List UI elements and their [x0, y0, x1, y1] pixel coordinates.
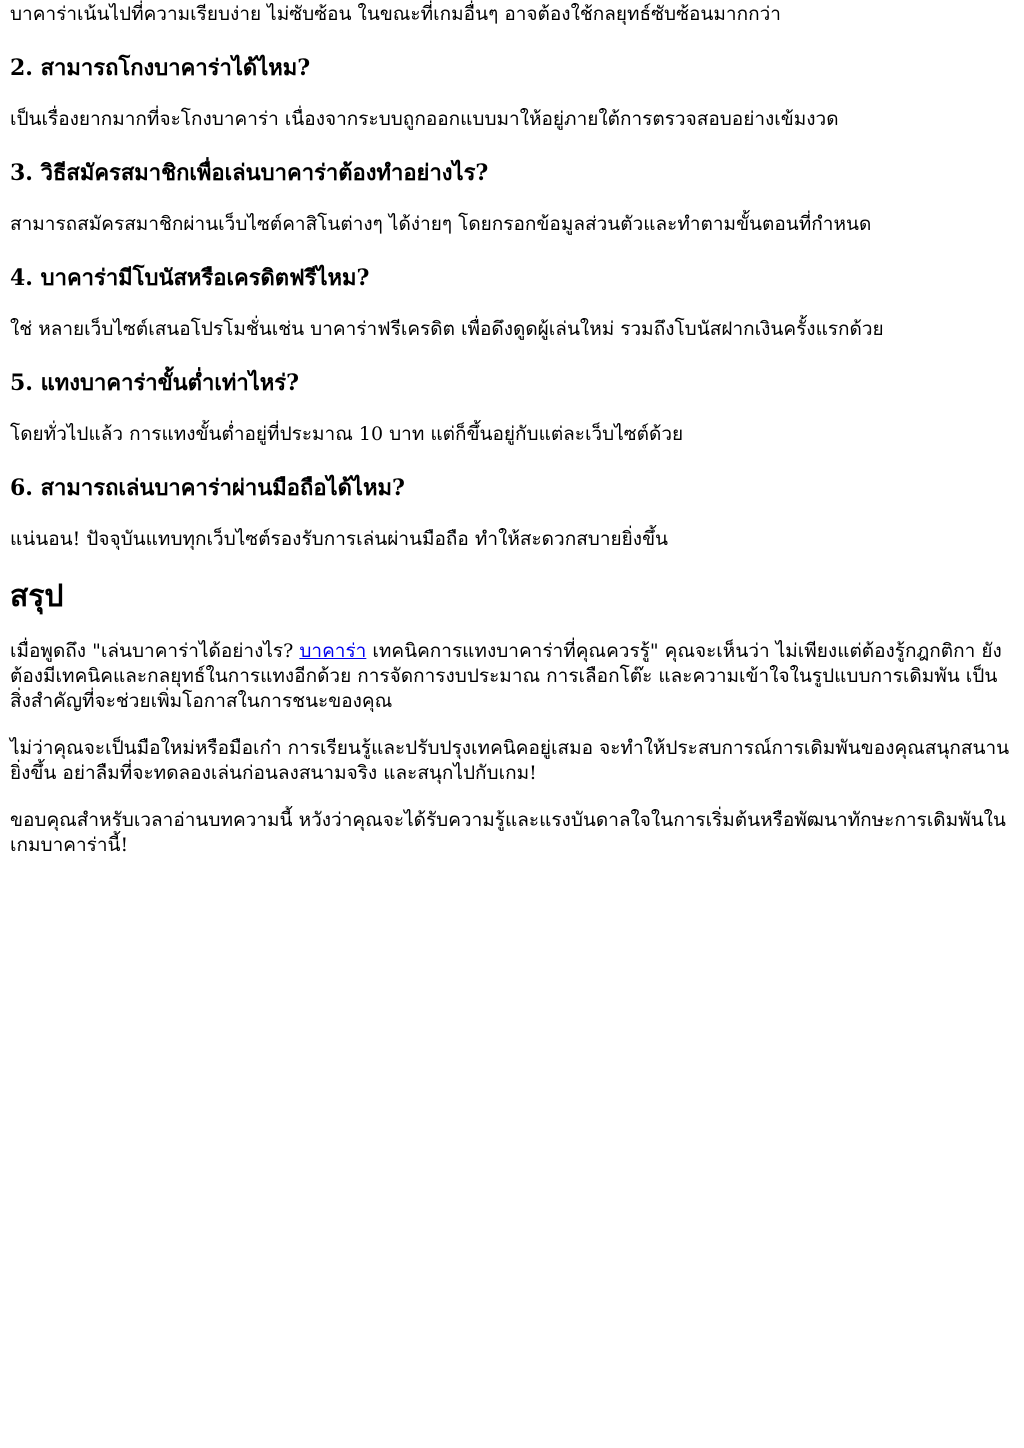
- summary-paragraph-2: ไม่ว่าคุณจะเป็นมือใหม่หรือมือเก๋า การเรียนรู้และปรับปรุงเทคนิคอยู่เสมอ จะทำให้ประสบการณ์การเดิมพันของคุณสนุกสนานยิ่งขึ้น อย่าลืมที่จะทดลองเล่นก่อนลงสนามจริง และสนุกไปกับเกม!: [10, 737, 1010, 784]
- summary-heading: สรุป: [10, 579, 64, 614]
- faq-question-2: 2. สามารถโกงบาคาร่าได้ไหม?: [10, 55, 311, 81]
- faq-question-3: 3. วิธีสมัครสมาชิกเพื่อเล่นบาคาร่าต้องทำอย่างไร?: [10, 160, 489, 186]
- faq-question-5: 5. แทงบาคาร่าขั้นต่ำเท่าไหร่?: [10, 370, 299, 396]
- summary-paragraph-1: [10, 639, 1014, 714]
- faq-answer-4: ใช่ หลายเว็บไซต์เสนอโปรโมชั่นเช่น บาคาร่าฟรีเครดิต เพื่อดึงดูดผู้เล่นใหม่ รวมถึงโบนัสฝากเงินครั้งแรกด้วย: [10, 318, 884, 340]
- faq-answer-6: แน่นอน! ปัจจุบันแทบทุกเว็บไซต์รองรับการเล่นผ่านมือถือ ทำให้สะดวกสบายยิ่งขึ้น: [10, 528, 669, 550]
- article-body: [0, 2, 1024, 858]
- faq-answer-3: สามารถสมัครสมาชิกผ่านเว็บไซต์คาสิโนต่างๆ ได้ง่ายๆ โดยกรอกข้อมูลส่วนตัวและทำตามขั้นตอนที่กำหนด: [10, 213, 872, 235]
- baccarat-link[interactable]: บาคาร่า: [299, 640, 367, 662]
- summary-text-after-link: เทคนิคการแทงบาคาร่าที่คุณควรรู้" คุณจะเห็นว่า ไม่เพียงแต่ต้องรู้กฎกติกา ยังต้องมีเทคนิคและกลยุทธ์ในการแทงอีกด้วย การจัดการงบประมาณ การเลือกโต๊ะ และความเข้าใจในรูปแบบการเดิมพัน เป็นสิ่งสำคัญที่จะช่วยเพิ่มโอกาสในการชนะของคุณ: [10, 640, 1002, 712]
- intro-paragraph: บาคาร่าเน้นไปที่ความเรียบง่าย ไม่ซับซ้อน ในขณะที่เกมอื่นๆ อาจต้องใช้กลยุทธ์ซับซ้อนมากกว่า: [10, 3, 781, 25]
- summary-paragraph-3: ขอบคุณสำหรับเวลาอ่านบทความนี้ หวังว่าคุณจะได้รับความรู้และแรงบันดาลใจในการเริ่มต้นหรือพัฒนาทักษะการเดิมพันในเกมบาคาร่านี้!: [10, 809, 1006, 856]
- faq-answer-5: โดยทั่วไปแล้ว การแทงขั้นต่ำอยู่ที่ประมาณ 10 บาท แต่ก็ขึ้นอยู่กับแต่ละเว็บไซต์ด้วย: [10, 423, 684, 445]
- faq-answer-2: เป็นเรื่องยากมากที่จะโกงบาคาร่า เนื่องจากระบบถูกออกแบบมาให้อยู่ภายใต้การตรวจสอบอย่างเข้มงวด: [10, 108, 839, 130]
- faq-question-6: 6. สามารถเล่นบาคาร่าผ่านมือถือได้ไหม?: [10, 475, 405, 501]
- summary-text-before-link: เมื่อพูดถึง "เล่นบาคาร่าได้อย่างไร?: [10, 640, 300, 662]
- faq-question-4: 4. บาคาร่ามีโบนัสหรือเครดิตฟรีไหม?: [10, 265, 370, 291]
